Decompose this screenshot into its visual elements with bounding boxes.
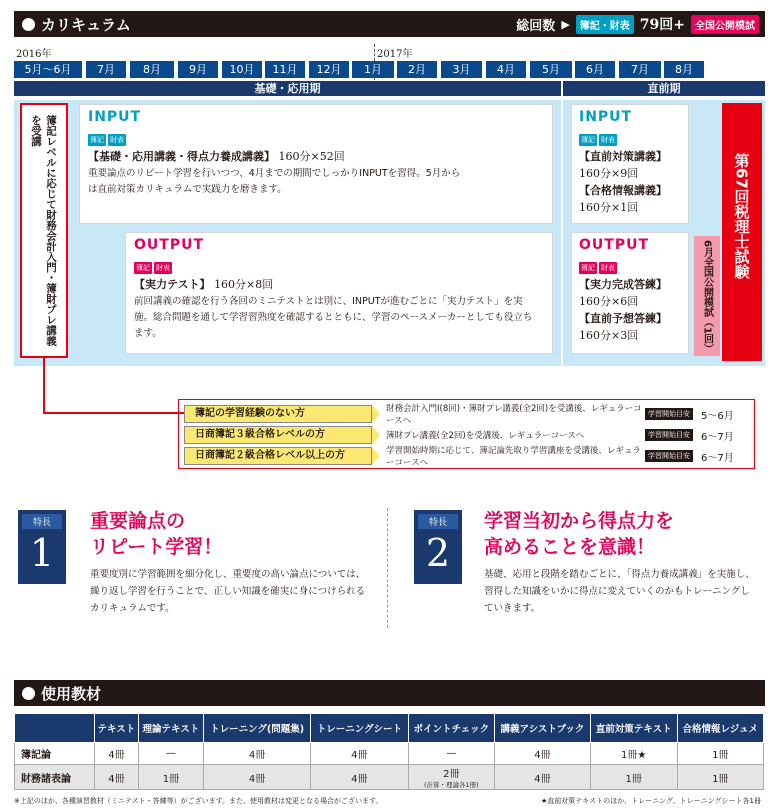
level-badge: 学習開始目安 (645, 408, 693, 420)
output-title: OUTPUT (134, 237, 204, 253)
table-row (15, 743, 764, 765)
level-badge: 学習開始目安 (645, 450, 693, 462)
level-desc: 簿財プレ講義(全2回)を受講後、レギュラーコースへ (386, 431, 585, 441)
note-right: ★直前対策テキストのほか、トレーニング、トレーニングシート各1冊 (540, 797, 761, 805)
boki-tag: 簿記 (136, 264, 150, 272)
table-cell: 4冊 (95, 743, 139, 765)
table-header: 講義アシストブック (495, 714, 591, 743)
table-cell: — (138, 743, 203, 765)
table-cell: 4冊 (204, 743, 311, 765)
level-badge: 学習開始目安 (645, 429, 693, 441)
zaihyo-tag: 財表 (601, 264, 615, 272)
final-course-1: 【直前対策講義】 (579, 150, 667, 163)
arrow-icon (372, 405, 380, 423)
row-name: 財務諸表論 (15, 765, 95, 790)
level-desc: 学習開始時期に応じて、簿記論先取り学習講座を受講後、レギュラーコースへ (386, 446, 641, 468)
month-cell: 8月 (664, 61, 704, 78)
year-2016: 2016年 (16, 49, 52, 60)
table-cell: 4冊 (95, 765, 139, 790)
output-course: 【実力テスト】 (134, 278, 211, 291)
final-course-2: 【合格情報講義】 (579, 184, 667, 197)
feature-title-line2: 高めることを意識！ (484, 536, 656, 558)
input-title: INPUT (88, 109, 142, 125)
input-course: 【基礎・応用講義・得点力養成講義】 (88, 150, 275, 163)
final-output-course-2: 【直前予想答練】 (579, 312, 667, 325)
final-output-count-2: 160分×3回 (579, 329, 639, 342)
prerequisite-box (20, 103, 68, 358)
mock-tag: 全国公開模試 (691, 15, 759, 34)
table-header: 合格情報レジュメ (677, 714, 763, 743)
total-label: 総回数 (516, 18, 556, 34)
cell-sub: (計算・理論各1冊) (423, 781, 479, 789)
exam-box (722, 103, 762, 361)
input-card-final (571, 104, 689, 224)
output-card-basic (125, 232, 553, 354)
final-period-bar: 直前期 (563, 81, 765, 96)
zaihyo-tag: 財表 (156, 264, 170, 272)
table-cell: 4冊 (311, 765, 408, 790)
month-cell: 5月〜6月 (14, 61, 82, 78)
output-title-final: OUTPUT (579, 237, 649, 253)
month-cell: 7月 (619, 61, 661, 78)
month-cell: 5月 (530, 61, 572, 78)
level-label: 日商簿記２級合格レベル以上の方 (184, 447, 372, 465)
month-cell: 4月 (486, 61, 526, 78)
level-row (184, 404, 749, 426)
level-period: 6〜7月 (701, 452, 734, 464)
boki-tag: 簿記 (581, 136, 595, 144)
mock-exam-box (694, 236, 720, 356)
input-desc: 重要論点のリピート学習を行いつつ、4月までの期間でしっかりINPUTを習得。5月からは直前対策カリキュラムで実践力を磨きます。 (88, 168, 461, 195)
output-card-final (571, 232, 689, 354)
table-cell: 1冊 (677, 765, 763, 790)
month-cell: 6月 (575, 61, 615, 78)
table-cell (408, 765, 495, 790)
input-card-basic (79, 104, 553, 224)
table-cell: 1冊 (590, 765, 677, 790)
table-header: トレーニング(問題集) (204, 714, 311, 743)
level-period: 5〜6月 (701, 410, 734, 422)
feature-number: 1 (29, 531, 55, 575)
curriculum-header (14, 11, 765, 37)
table-cell: 1冊★ (590, 743, 677, 765)
subject-tag: 簿記・財表 (576, 15, 634, 34)
month-cell: 10月 (222, 61, 262, 78)
feature-title-line2: リピート学習！ (90, 536, 223, 558)
year-2017: 2017年 (377, 49, 413, 60)
table-cell: 1冊 (138, 765, 203, 790)
table-row (15, 765, 764, 790)
table-header: テキスト (95, 714, 139, 743)
note-left: ※上記のほか、各種演習教材（ミニテスト・答練等）がございます。また、使用教材は変更となる場合がございます。 (14, 797, 383, 805)
level-desc: 財務会計入門Ⅰ(8回)・簿財プレ講義(全2回)を受講後、レギュラーコースへ (386, 404, 642, 426)
output-count: 160分×8回 (214, 278, 274, 291)
month-cell: 3月 (441, 61, 482, 78)
cell-value: 2冊 (443, 769, 460, 780)
zaihyo-tag: 財表 (110, 136, 124, 144)
total-count: 79回+ (639, 17, 685, 33)
output-desc: 前回講義の確認を行う各回のミニテストとは別に、INPUTが進むごとに「実力テスト」を実施。総合問題を通して学習習熟度を確認するとともに、学習のペースメーカーとしても役立ちます。 (134, 296, 533, 339)
level-label: 簿記の学習経験のない方 (184, 405, 372, 423)
curriculum-title: カリキュラム (41, 15, 131, 34)
level-period: 6〜7月 (701, 431, 734, 443)
final-count-1: 160分×9回 (579, 167, 639, 180)
feature-body: 重要度別に学習範囲を細分化し、重要度の高い論点については、繰り返し学習を行うことで、正しい知識を確実に身につけられるカリキュラムです。 (90, 569, 366, 614)
month-cell: 2月 (397, 61, 437, 78)
row-name: 簿記論 (15, 743, 95, 765)
level-row (184, 426, 749, 444)
level-row (184, 446, 749, 468)
feature-body: 基礎、応用と段階を踏むごとに、「得点力養成講義」を実施し、習得した知識をいかに得点に変えていくのかもトレーニングしていきます。 (484, 569, 755, 614)
basic-period-bar: 基礎・応用期 (14, 81, 561, 96)
feature-badge (414, 510, 462, 584)
arrow-icon (372, 426, 380, 444)
month-cell: 8月 (130, 61, 174, 78)
feature-number: 2 (425, 531, 451, 575)
materials-table (14, 713, 764, 790)
zaihyo-tag: 財表 (601, 136, 615, 144)
table-cell: 4冊 (204, 765, 311, 790)
table-header: 理論テキスト (138, 714, 203, 743)
final-count-2: 160分×1回 (579, 201, 639, 214)
month-cell: 11月 (265, 61, 305, 78)
prerequisite-text: 簿記レベルに応じて財務会計入門・簿財プレ講義を受講 (30, 115, 57, 346)
table-header: ポイントチェック (408, 714, 495, 743)
table-cell: — (408, 743, 495, 765)
feature-badge (18, 510, 66, 584)
feature-title-line1: 重要論点の (90, 510, 186, 532)
table-cell: 4冊 (495, 743, 591, 765)
arrow-icon: ▶ (561, 17, 570, 31)
feature-title (90, 508, 222, 560)
final-output-course-1: 【実力完成答練】 (579, 278, 667, 291)
table-cell: 4冊 (495, 765, 591, 790)
bullet-icon (22, 687, 35, 700)
exam-text: 第67回税理士試験 (732, 153, 751, 279)
final-output-count-1: 160分×6回 (579, 295, 639, 308)
arrow-icon (372, 447, 380, 465)
month-cell: 1月 (352, 61, 394, 78)
mock-exam-text: 6月全国公開模試（1回） (701, 240, 713, 354)
input-count: 160分×52回 (278, 150, 345, 163)
month-cell: 7月 (86, 61, 126, 78)
month-cell: 9月 (178, 61, 218, 78)
table-cell: 1冊 (677, 743, 763, 765)
boki-tag: 簿記 (581, 264, 595, 272)
feature-title-line1: 学習当初から得点力を (484, 510, 675, 532)
boki-tag: 簿記 (90, 136, 104, 144)
input-title-final: INPUT (579, 109, 633, 125)
table-header: トレーニングシート (311, 714, 408, 743)
month-cell: 12月 (309, 61, 349, 78)
table-cell: 4冊 (311, 743, 408, 765)
table-header: 直前対策テキスト (590, 714, 677, 743)
feature-label: 特長 (22, 514, 62, 529)
materials-header (14, 680, 765, 706)
bullet-icon (22, 18, 35, 31)
feature-title (484, 508, 674, 560)
materials-title: 使用教材 (41, 684, 102, 703)
feature-label: 特長 (418, 514, 458, 529)
level-label: 日商簿記３級合格レベルの方 (184, 426, 372, 444)
